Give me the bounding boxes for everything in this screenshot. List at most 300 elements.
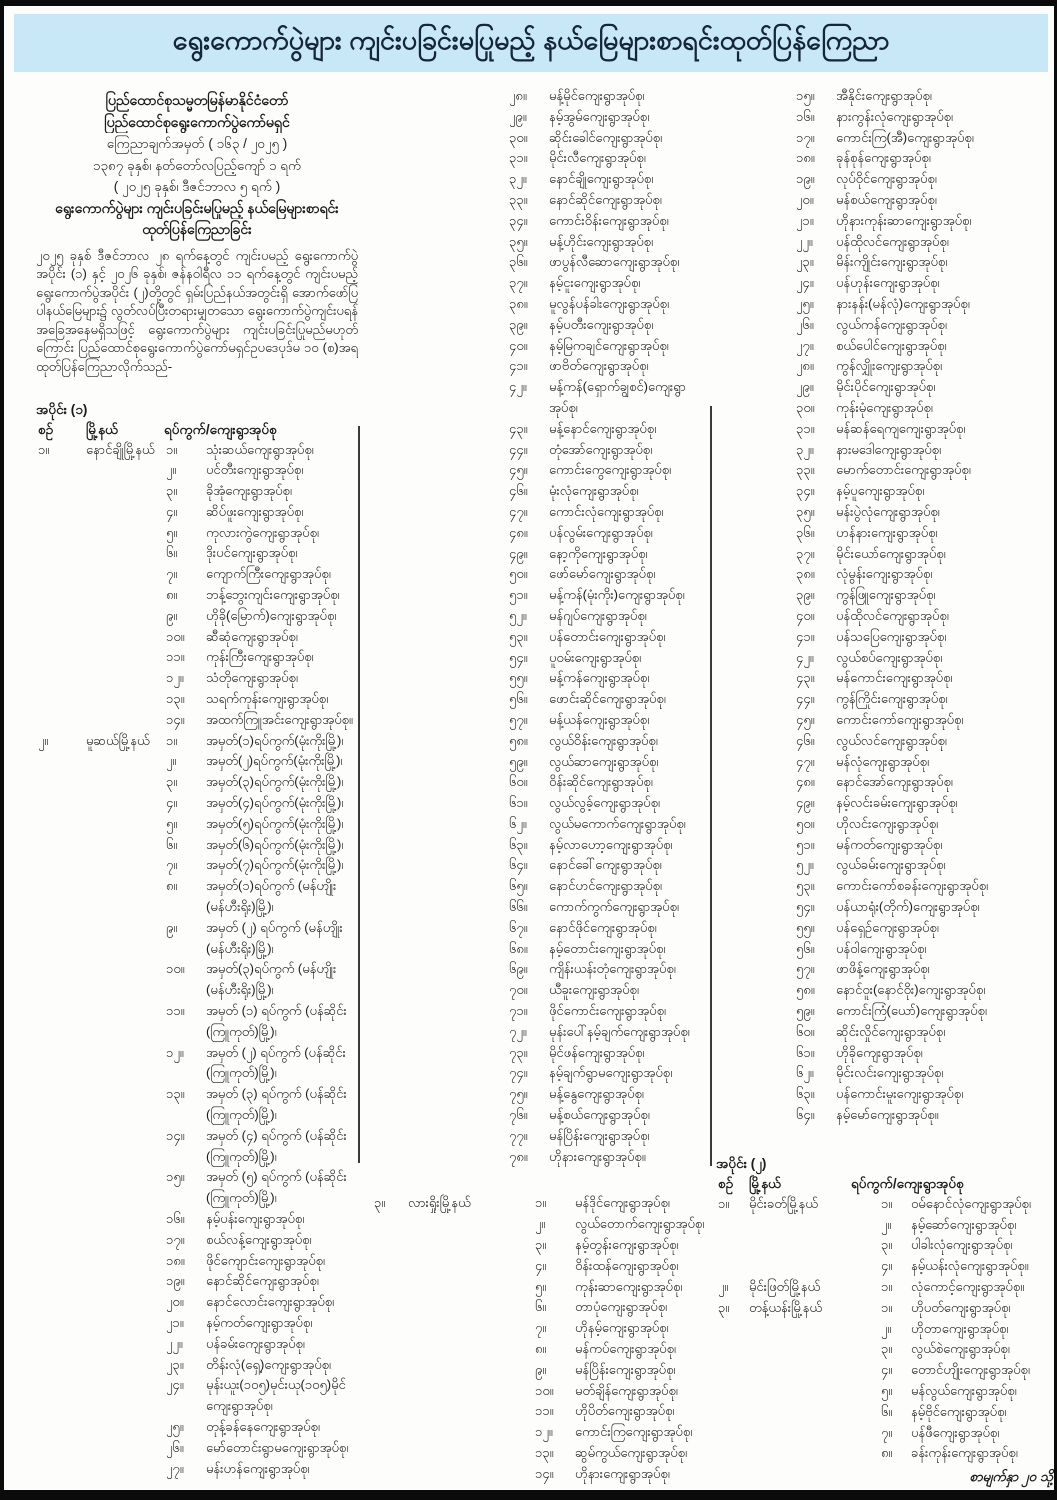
item-text: မန်ကောင်းကျေးရွာအုပ်စု၊ bbox=[836, 670, 953, 686]
item-text: မန်လုံကျေးရွာအုပ်စု၊ bbox=[836, 753, 930, 769]
item-number: ၂၃။ bbox=[796, 254, 814, 270]
item-number: ၁၁။ bbox=[166, 649, 185, 665]
item-number: ၄၀။ bbox=[509, 337, 528, 353]
item-text: မိုင်းလီကျေးရွာအုပ်စု၊ bbox=[549, 150, 646, 166]
list-item bbox=[509, 835, 709, 856]
list-item bbox=[796, 689, 1057, 710]
item-text: မန်ဒိုင်ကျေးရွာအုပ်စု၊ bbox=[575, 1195, 670, 1211]
list-item bbox=[509, 1147, 709, 1168]
list-item bbox=[796, 502, 1057, 523]
col-wards-header: ရပ်ကွက်/ကျေးရွာအုပ်စု bbox=[851, 1175, 964, 1191]
item-number: ၇၈။ bbox=[509, 1148, 528, 1164]
item-number: ၃၅။ bbox=[796, 503, 815, 519]
list-item bbox=[166, 689, 358, 710]
township-number: ၁။ bbox=[718, 1195, 730, 1211]
item-number: ၇၅။ bbox=[509, 1086, 528, 1102]
item-number: ၆၅။ bbox=[509, 878, 528, 894]
list-item bbox=[166, 814, 358, 835]
item-number: ၆၂။ bbox=[509, 815, 527, 831]
list-item bbox=[509, 606, 709, 627]
item-number: ၂။ bbox=[166, 462, 177, 478]
item-number: ၁၃။ bbox=[166, 1086, 185, 1102]
item-number: ၆။ bbox=[166, 836, 178, 852]
item-number: ၃၇။ bbox=[796, 545, 815, 561]
item-text: မန်ကပ်ကျေးရွာအုပ်စု၊ bbox=[575, 1341, 676, 1357]
col-township-header: မြို့နယ် bbox=[86, 421, 119, 437]
item-number: ၁၁။ bbox=[535, 1403, 554, 1419]
ward-list bbox=[166, 731, 358, 1480]
item-number: ၂၉။ bbox=[509, 108, 527, 124]
item-text: ကောက်ကွက်ကျေးရွာအုပ်စု၊ bbox=[549, 899, 679, 915]
list-item bbox=[166, 502, 358, 523]
item-text: မန့်နွေကျေးရွာအုပ်စု၊ bbox=[549, 1086, 644, 1102]
item-number: ၃၀။ bbox=[509, 129, 528, 145]
item-number: ၅၈။ bbox=[796, 982, 815, 998]
masthead-line: ၁၃၈၇ ခုနှစ်၊ နတ်တော်လပြည့်ကျော် ၁ ရက် bbox=[92, 157, 302, 173]
list-item bbox=[796, 377, 1057, 398]
list-item bbox=[509, 668, 709, 689]
list-item bbox=[509, 481, 709, 502]
item-text: ပန်ဖီကျေးရွာအုပ်စု၊ bbox=[911, 1424, 1000, 1440]
ward-list bbox=[881, 1277, 1057, 1298]
item-number: ၅၇။ bbox=[509, 711, 528, 727]
list-item bbox=[509, 1105, 709, 1126]
item-number: ၂၅။ bbox=[796, 295, 814, 311]
item-number: ၇၂။ bbox=[509, 1023, 527, 1039]
list-item bbox=[796, 232, 1057, 253]
item-text: မန့်စယ်ကျေးရွာအုပ်စု၊ bbox=[549, 1107, 650, 1123]
list-item bbox=[796, 460, 1057, 481]
item-text: ဖိုင်ကောင်းကျေးရွာအုပ်စု၊ bbox=[549, 1003, 666, 1019]
list-item bbox=[881, 1319, 1057, 1340]
list-item bbox=[796, 855, 1057, 876]
item-number: ၅၈။ bbox=[509, 732, 528, 748]
list-item bbox=[166, 1230, 358, 1251]
list-item bbox=[509, 1022, 709, 1043]
item-text: ကောင်းလုံကျေးရွာအုပ်စု၊ bbox=[549, 503, 664, 519]
township-number: ၂။ bbox=[38, 732, 49, 748]
table-header bbox=[36, 420, 358, 440]
item-text: ဆွမ်ကွယ်ကျေးရွာအုပ်စု၊ bbox=[575, 1445, 687, 1460]
list-item bbox=[796, 648, 1057, 669]
list-item bbox=[881, 1235, 1057, 1256]
item-text: ဆိုင်းခေါင်ကျေးရွာအုပ်စု၊ bbox=[549, 129, 663, 145]
item-text: နောင်ခေါ်ကျေးရွာအုပ်စု၊ bbox=[549, 857, 662, 873]
item-number: ၂၀။ bbox=[166, 1294, 184, 1310]
item-number: ၁၀။ bbox=[166, 961, 185, 977]
item-text: လွယ်ကန်ကျေးရွာအုပ်စု၊ bbox=[836, 316, 947, 332]
item-number: ၁၆။ bbox=[166, 1210, 185, 1226]
item-number: ၃၆။ bbox=[796, 524, 815, 540]
list-item bbox=[796, 523, 1057, 544]
item-text: မိုင်းယော်ကျေးရွာအုပ်စု၊ bbox=[836, 545, 946, 561]
list-item bbox=[796, 1105, 1057, 1126]
list-item bbox=[796, 544, 1057, 565]
list-item bbox=[796, 606, 1057, 627]
part-label: အပိုင်း (၂) bbox=[716, 1155, 767, 1171]
item-text: ဟိုနားကုန်းဆာကျေးရွာအုပ်စု၊ bbox=[836, 212, 972, 228]
list-item bbox=[166, 731, 358, 752]
list-item bbox=[796, 398, 1057, 419]
item-text: အမှတ်(၆)ရပ်ကွက်(မုံးကိုးမြို့)၊ bbox=[206, 836, 344, 852]
item-text: မန့်ဟိုင်းကျေးရွာအုပ်စု၊ bbox=[549, 233, 654, 249]
ward-list bbox=[166, 440, 358, 731]
list-item bbox=[881, 1381, 1057, 1402]
list-item bbox=[166, 543, 358, 564]
list-item bbox=[881, 1339, 1057, 1360]
list-item bbox=[509, 585, 709, 606]
list-item bbox=[166, 1438, 358, 1459]
item-number: ၄၈။ bbox=[796, 774, 815, 790]
masthead-line: ကြေညာချက်အမှတ် ( ၁၆၃ / ၂၀၂၅ ) bbox=[106, 136, 288, 151]
list-item bbox=[166, 647, 358, 668]
item-text: မန့်ကန်(ရှောက်ချွစင်)ကျေးရွာ အုပ်စု၊ bbox=[549, 379, 686, 415]
item-number: ၃၇။ bbox=[509, 275, 528, 291]
table-header bbox=[716, 1174, 1057, 1194]
list-item bbox=[796, 627, 1057, 648]
item-number: ၉။ bbox=[166, 919, 178, 935]
item-number: ၆၄။ bbox=[509, 857, 528, 873]
item-number: ၁၄။ bbox=[166, 711, 185, 727]
item-number: ၇၆။ bbox=[509, 1107, 528, 1123]
list-item bbox=[796, 336, 1057, 357]
item-number: ၇၀။ bbox=[509, 982, 528, 998]
item-text: မန်ပြိန်းကျေးရွာအုပ်စု၊ bbox=[575, 1361, 676, 1377]
item-number: ၇၄။ bbox=[509, 1065, 528, 1081]
list-item bbox=[509, 918, 709, 939]
list-item bbox=[166, 1084, 358, 1126]
item-text: ပန်လွမ်းကျေးရွာအုပ်စု၊ bbox=[549, 524, 653, 540]
item-number: ၄၃။ bbox=[509, 420, 528, 436]
list-item bbox=[535, 1339, 709, 1360]
list-item bbox=[509, 544, 709, 565]
list-item bbox=[166, 1251, 358, 1272]
list-item bbox=[166, 1459, 358, 1480]
item-number: ၅၁။ bbox=[796, 836, 815, 852]
item-number: ၆၃။ bbox=[509, 836, 528, 852]
township-number: ၂။ bbox=[718, 1279, 729, 1295]
item-text: လွယ်လင်ကျေးရွာအုပ်စု၊ bbox=[836, 732, 947, 748]
item-number: ၇။ bbox=[166, 566, 178, 582]
item-number: ၆၀။ bbox=[509, 774, 528, 790]
item-text: ဟိုခို(မြောက်)ကျေးရွာအုပ်စု၊ bbox=[206, 607, 337, 623]
item-number: ၂၈။ bbox=[796, 358, 814, 374]
item-text: ဆီဆုံကျေးရွာအုပ်စု၊ bbox=[206, 628, 298, 644]
item-text: တောင်ဟျိုးကျေးရွာအုပ်စု၊ bbox=[911, 1362, 1030, 1378]
list-item bbox=[166, 564, 358, 585]
item-number: ၅၉။ bbox=[796, 1003, 815, 1019]
township-group bbox=[716, 1194, 1057, 1277]
item-text: နောင်လောင်းကျေးရွာအုပ်စု၊ bbox=[206, 1294, 335, 1310]
list-item bbox=[535, 1297, 709, 1318]
list-item bbox=[796, 1001, 1057, 1022]
item-text: နောင်ဝူး(နောင်ဝိုး)ကျေးရွာအုပ်စု၊ bbox=[836, 982, 986, 998]
list-item bbox=[796, 440, 1057, 461]
intro-paragraph: ၂၀၂၅ ခုနှစ် ဒီဇင်ဘာလ ၂၈ ရက်နေ့တွင် ကျင်းပမည့် ရွေးကောက်ပွဲအပိုင်း (၁) နှင့် ၂၀၂၆ ခုနှစ်၊ ဇန်နဝါရီလ ၁၁ ရက်နေ့တွင် ကျင်းပမည့် ရွေးကောက်ပွဲအပိုင်း (၂)တို့တွင် ရှမ်းပြည်နယ်အတွင်းရှိ အောက်ဖော်ပြပါနယ်မြေများ၌ လွတ်လပ်ပြီးတရားမျှတသော ရွေးကောက်ပွဲကျင်းပရန် အခြေအနေမရှိသဖြင့် ရွေးကောက်ပွဲများ ကျင်းပခြင်းပြုမည်မဟုတ်ကြောင်း ပြည်ထောင်စုရွေးကောက်ပွဲကော်မရှင်ဥပဒေပုဒ်မ ၁၀ (စ)အရ ထုတ်ပြန်ကြေညာလိုက်သည်- bbox=[36, 247, 358, 375]
list-item bbox=[509, 980, 709, 1001]
item-text: ဆိုင်းလှိုင်ကျေးရွာအုပ်စု၊ bbox=[836, 1023, 946, 1039]
item-text: ကွန်လျှိုးကျေးရွာအုပ်စု၊ bbox=[836, 358, 943, 374]
list-item bbox=[166, 918, 358, 960]
list-item bbox=[796, 169, 1057, 190]
item-text: မောက်တောင်းကျေးရွာအုပ်စု၊ bbox=[836, 462, 971, 478]
item-text: ကုန်းမုံကျေးရွာအုပ်စု၊ bbox=[836, 399, 933, 415]
item-number: ၄။ bbox=[881, 1362, 893, 1378]
item-text: ကောင်းကြ(အီ)ကျေးရွာအုပ်စု၊ bbox=[836, 129, 974, 145]
item-number: ၂၀။ bbox=[796, 191, 814, 207]
page-footer-note: စာမျက်နှာ ၂၀ သို့ bbox=[969, 1469, 1053, 1485]
item-text: အမှတ်(၇)ရပ်ကွက်(မုံးကိုးမြို့)၊ bbox=[206, 857, 344, 873]
item-number: ၁။ bbox=[881, 1195, 893, 1211]
item-text: နမ့်မော်ကျေးရွာအုပ်စု။ bbox=[836, 1107, 939, 1123]
item-text: အမှတ် (၂) ရပ်ကွက် (ပန်ဆိုင်း (ကြူကုတ်)မြို့)၊ bbox=[206, 1044, 346, 1081]
item-text: ပန်ခမ်းကျေးရွာအုပ်စု၊ bbox=[206, 1335, 305, 1351]
list-item bbox=[796, 148, 1057, 169]
item-text: လုံကောင့်ကျေးရွာအုပ်စု။ bbox=[911, 1279, 1025, 1295]
item-number: ၇၇။ bbox=[509, 1127, 528, 1143]
list-item bbox=[796, 481, 1057, 502]
item-number: ၃၂။ bbox=[509, 171, 527, 187]
item-text: နမ့်လင်းခမ်းကျေးရွာအုပ်စု၊ bbox=[836, 795, 958, 811]
item-number: ၁။ bbox=[881, 1279, 893, 1295]
item-text: ကုန်းကြီးကျေးရွာအုပ်စု၊ bbox=[206, 649, 314, 665]
list-item bbox=[509, 107, 709, 128]
item-text: အမှတ်(၂)ရပ်ကွက်(မုံးကိုးမြို့)၊ bbox=[206, 753, 343, 769]
item-number: ၄၄။ bbox=[796, 691, 815, 707]
item-number: ၅၉။ bbox=[509, 753, 528, 769]
item-number: ၅၆။ bbox=[796, 940, 815, 956]
item-text: အမှတ် (၅) ရပ်ကွက် (ပန်ဆိုင်း (ကြူကုတ်)မြို့)၊ bbox=[206, 1169, 347, 1206]
item-number: ၆၁။ bbox=[796, 1044, 815, 1060]
item-text: မုန်းယူး(၁၀၅)မုင်းယု(၁၀၅)မိုင် ကျေးရွာအုပ်စု၊ bbox=[206, 1377, 346, 1414]
item-number: ၈။ bbox=[166, 878, 178, 894]
list-item bbox=[166, 751, 358, 772]
item-text: ခုန်စုန်ကျေးရွာအုပ်စု၊ bbox=[836, 150, 931, 166]
ward-list bbox=[535, 1193, 709, 1484]
item-number: ၅။ bbox=[166, 524, 178, 540]
item-number: ၄၇။ bbox=[796, 753, 815, 769]
list-item bbox=[166, 481, 358, 502]
list-item bbox=[535, 1381, 709, 1402]
township-group bbox=[372, 1193, 709, 1484]
column-middle bbox=[372, 86, 709, 1498]
list-item bbox=[796, 980, 1057, 1001]
item-text: ဖော်မော်ကျေးရွာအုပ်စု၊ bbox=[549, 566, 656, 582]
item-number: ၃၃။ bbox=[796, 462, 815, 478]
list-item bbox=[166, 523, 358, 544]
item-number: ၂၅။ bbox=[166, 1418, 184, 1434]
item-number: ၄၆။ bbox=[796, 732, 815, 748]
item-text: ကွန်ဖြူကျေးရွာအုပ်စု၊ bbox=[836, 587, 936, 603]
list-item bbox=[796, 273, 1057, 294]
list-item bbox=[166, 1126, 358, 1168]
item-number: ၂၆။ bbox=[796, 316, 814, 332]
list-item bbox=[509, 294, 709, 315]
item-text: ကုလားကွဲကျေးရွာအုပ်စု၊ bbox=[206, 524, 319, 540]
item-text: နမ့်ငူးကျေးရွာအုပ်စု၊ bbox=[549, 275, 641, 291]
item-text: နမ့်ပူကျေးရွာအုပ်စု၊ bbox=[836, 483, 925, 499]
item-text: မန့်နောင်ကျေးရွာအုပ်စု၊ bbox=[549, 420, 657, 436]
item-number: ၅။ bbox=[881, 1383, 893, 1399]
item-number: ၃၁။ bbox=[796, 420, 815, 436]
item-text: ဟိုနားကျေးရွာအုပ်စု၊ bbox=[575, 1465, 670, 1481]
item-text: အီနိုင်းကျေးရွာအုပ်စု၊ bbox=[836, 88, 932, 103]
item-number: ၈။ bbox=[535, 1341, 547, 1357]
list-item bbox=[535, 1401, 709, 1422]
item-number: ၅၀။ bbox=[509, 566, 528, 582]
item-text: မန့်ယန်ကျေးရွာအုပ်စု၊ bbox=[549, 711, 650, 727]
list-item bbox=[509, 648, 709, 669]
item-number: ၅၃။ bbox=[796, 878, 815, 894]
item-text: ဆိပ်ဖူးကျေးရွာအုပ်စု၊ bbox=[206, 503, 304, 519]
list-item bbox=[166, 1209, 358, 1230]
item-number: ၆။ bbox=[881, 1403, 893, 1419]
item-number: ၁၀။ bbox=[166, 628, 185, 644]
item-number: ၄။ bbox=[881, 1258, 893, 1274]
item-text: မိုင်းလင်းကျေးရွာအုပ်စု၊ bbox=[836, 1065, 944, 1081]
township-name: မူဆယ်မြို့နယ် bbox=[86, 732, 150, 748]
list-item bbox=[796, 315, 1057, 336]
item-number: ၅၂။ bbox=[509, 607, 527, 623]
item-text: ပင်တီးကျေးရွာအုပ်စု၊ bbox=[206, 462, 304, 478]
item-text: နောင်အော်ကျေးရွာအုပ်စု၊ bbox=[836, 774, 953, 790]
masthead-line: ပြည်ထောင်စုရွေးကောက်ပွဲကော်မရှင် bbox=[104, 113, 290, 130]
item-text: ကောင်းဝိန်းကျေးရွာအုပ်စု၊ bbox=[549, 212, 669, 228]
list-item bbox=[509, 627, 709, 648]
list-item bbox=[881, 1277, 1057, 1298]
item-number: ၇။ bbox=[535, 1320, 547, 1336]
list-item bbox=[509, 377, 709, 419]
list-item bbox=[166, 1355, 358, 1376]
item-number: ၃၉။ bbox=[796, 587, 815, 603]
item-text: စယ်လန့်ကျေးရွာအုပ်စု၊ bbox=[206, 1231, 312, 1247]
list-item bbox=[509, 959, 709, 980]
item-text: ဟိုပတ်ကျေးရွာအုပ်စု၊ bbox=[911, 1299, 1011, 1315]
list-item bbox=[881, 1402, 1057, 1423]
list-item bbox=[535, 1214, 709, 1235]
item-text: ခန်းကုန်းကျေးရွာအုပ်စု၊ bbox=[911, 1445, 1018, 1461]
item-number: ၇။ bbox=[166, 857, 178, 873]
list-item bbox=[166, 710, 358, 731]
item-number: ၅။ bbox=[166, 815, 178, 831]
list-item bbox=[509, 336, 709, 357]
item-number: ၂၄။ bbox=[796, 275, 814, 291]
item-text: လွယ်စပ်ကျေးရွာအုပ်စု၊ bbox=[836, 649, 943, 665]
list-item bbox=[509, 1084, 709, 1105]
item-number: ၃၉။ bbox=[509, 316, 528, 332]
township-number: ၃။ bbox=[718, 1299, 730, 1315]
list-item bbox=[796, 1063, 1057, 1084]
item-text: မန်ပြိန်းကျေးရွာအုပ်စု၊ bbox=[549, 1127, 650, 1143]
item-text: နမ့်အွမ်ကျေးရွာအုပ်စု၊ bbox=[549, 108, 650, 124]
item-number: ၁၈။ bbox=[796, 150, 815, 166]
item-number: ၆၄။ bbox=[796, 1107, 815, 1123]
list-item bbox=[509, 1001, 709, 1022]
list-item bbox=[881, 1423, 1057, 1444]
item-text: မန့်မိုင်ကျေးရွာအုပ်စု၊ bbox=[549, 88, 645, 103]
item-number: ၁၇။ bbox=[166, 1231, 185, 1247]
township-name: လားရှိုးမြို့နယ် bbox=[408, 1195, 471, 1211]
item-text: မတ်ချိန်ကျေးရွာအုပ်စု၊ bbox=[575, 1382, 678, 1398]
item-text: လွယ်မကောက်ကျေးရွာအုပ်စု၊ bbox=[549, 815, 686, 831]
item-text: မန်းဟန်ကျေးရွာအုပ်စု၊ bbox=[206, 1460, 310, 1476]
item-number: ၃၀။ bbox=[796, 399, 815, 415]
list-item bbox=[166, 876, 358, 918]
item-text: ဟိုနမ့်ကျေးရွာအုပ်စု၊ bbox=[575, 1320, 669, 1336]
township-name: မိုင်းဖြတ်မြို့နယ် bbox=[749, 1279, 821, 1295]
item-text: ဟန်နားကျေးရွာအုပ်စု၊ bbox=[836, 524, 938, 540]
item-number: ၁၃။ bbox=[535, 1445, 554, 1460]
list-item bbox=[166, 1271, 358, 1292]
item-text: ပန်တောင်းကျေးရွာအုပ်စု၊ bbox=[549, 628, 666, 644]
item-number: ၆၉။ bbox=[509, 961, 528, 977]
item-number: ၃၄။ bbox=[796, 483, 815, 499]
list-item bbox=[509, 315, 709, 336]
item-number: ၅၄။ bbox=[796, 899, 815, 915]
item-text: ဘန့်ဘွေးကျင်းကျေးရွာအုပ်စု၊ bbox=[206, 587, 340, 603]
ward-list bbox=[881, 1194, 1057, 1277]
item-text: မန့်ကန်(မုံးကိုး)ကျေးရွာအုပ်စု၊ bbox=[549, 587, 685, 603]
item-text: ဟိုလင်းကျေးရွာအုပ်စု၊ bbox=[836, 815, 939, 831]
list-item bbox=[796, 876, 1057, 897]
ward-list bbox=[509, 86, 709, 1167]
item-text: ဝမ်နောင်လုံကျေးရွာအုပ်စု၊ bbox=[911, 1195, 1031, 1211]
list-item bbox=[509, 169, 709, 190]
item-number: ၂၃။ bbox=[166, 1356, 184, 1372]
item-text: နားကွန်းလုံကျေးရွာအုပ်စု၊ bbox=[836, 108, 953, 124]
item-text: ဖိုင်ကျောင်းကျေးရွာအုပ်စု၊ bbox=[206, 1252, 325, 1268]
item-number: ၃၆။ bbox=[509, 254, 528, 270]
list-item bbox=[166, 772, 358, 793]
item-text: နမ့်ပန်းကျေးရွာအုပ်စု၊ bbox=[206, 1210, 305, 1226]
item-number: ၄၁။ bbox=[509, 358, 528, 374]
list-item bbox=[509, 731, 709, 752]
list-item bbox=[535, 1443, 709, 1464]
item-text: ကောင်းကြံ(ယော်)ကျေးရွာအုပ်စု၊ bbox=[836, 1003, 987, 1019]
item-text: မော်တောင်းရွာမကျေးရွာအုပ်စု၊ bbox=[206, 1439, 349, 1455]
list-item bbox=[535, 1277, 709, 1298]
item-number: ၄၂။ bbox=[509, 379, 527, 395]
item-text: နောင်ဖိုင်ကျေးရွာအုပ်စု၊ bbox=[549, 919, 657, 935]
list-item bbox=[509, 1043, 709, 1064]
list-item bbox=[796, 897, 1057, 918]
list-item bbox=[796, 86, 1057, 107]
banner-title: ရွေးကောက်ပွဲများ ကျင်းပခြင်းမပြုမည့် နယ်မြေများစာရင်းထုတ်ပြန်ကြေညာ bbox=[172, 25, 890, 55]
column-divider bbox=[710, 406, 712, 1166]
col-no-header: စဉ် bbox=[38, 421, 54, 437]
item-number: ၄၃။ bbox=[796, 670, 815, 686]
list-item bbox=[796, 564, 1057, 585]
item-text: ပန်ထိုလင်ကျေးရွာအုပ်စု၊ bbox=[836, 233, 949, 249]
item-number: ၄၀။ bbox=[796, 607, 815, 623]
item-text: ဟိုခိုကျေးရွာအုပ်စု၊ bbox=[836, 1044, 923, 1060]
item-number: ၂၉။ bbox=[796, 379, 814, 395]
item-number: ၃၅။ bbox=[509, 233, 528, 249]
item-number: ၃။ bbox=[166, 774, 178, 790]
list-item bbox=[509, 1063, 709, 1084]
list-item bbox=[535, 1235, 709, 1256]
list-item bbox=[166, 668, 358, 689]
item-number: ၁၄။ bbox=[535, 1465, 554, 1481]
item-number: ၁၂။ bbox=[166, 670, 184, 686]
item-text: ဟိုနားကျေးရွာအုပ်စု။ bbox=[549, 1148, 646, 1164]
item-number: ၅၀။ bbox=[796, 815, 815, 831]
item-text: သရက်ကုန်းကျေးရွာအုပ်စု၊ bbox=[206, 691, 329, 707]
list-item bbox=[796, 294, 1057, 315]
item-text: ဟိုတာကျေးရွာအုပ်စု၊ bbox=[911, 1320, 1009, 1336]
item-number: ၂၈။ bbox=[509, 88, 527, 103]
item-number: ၃၂။ bbox=[796, 441, 814, 457]
